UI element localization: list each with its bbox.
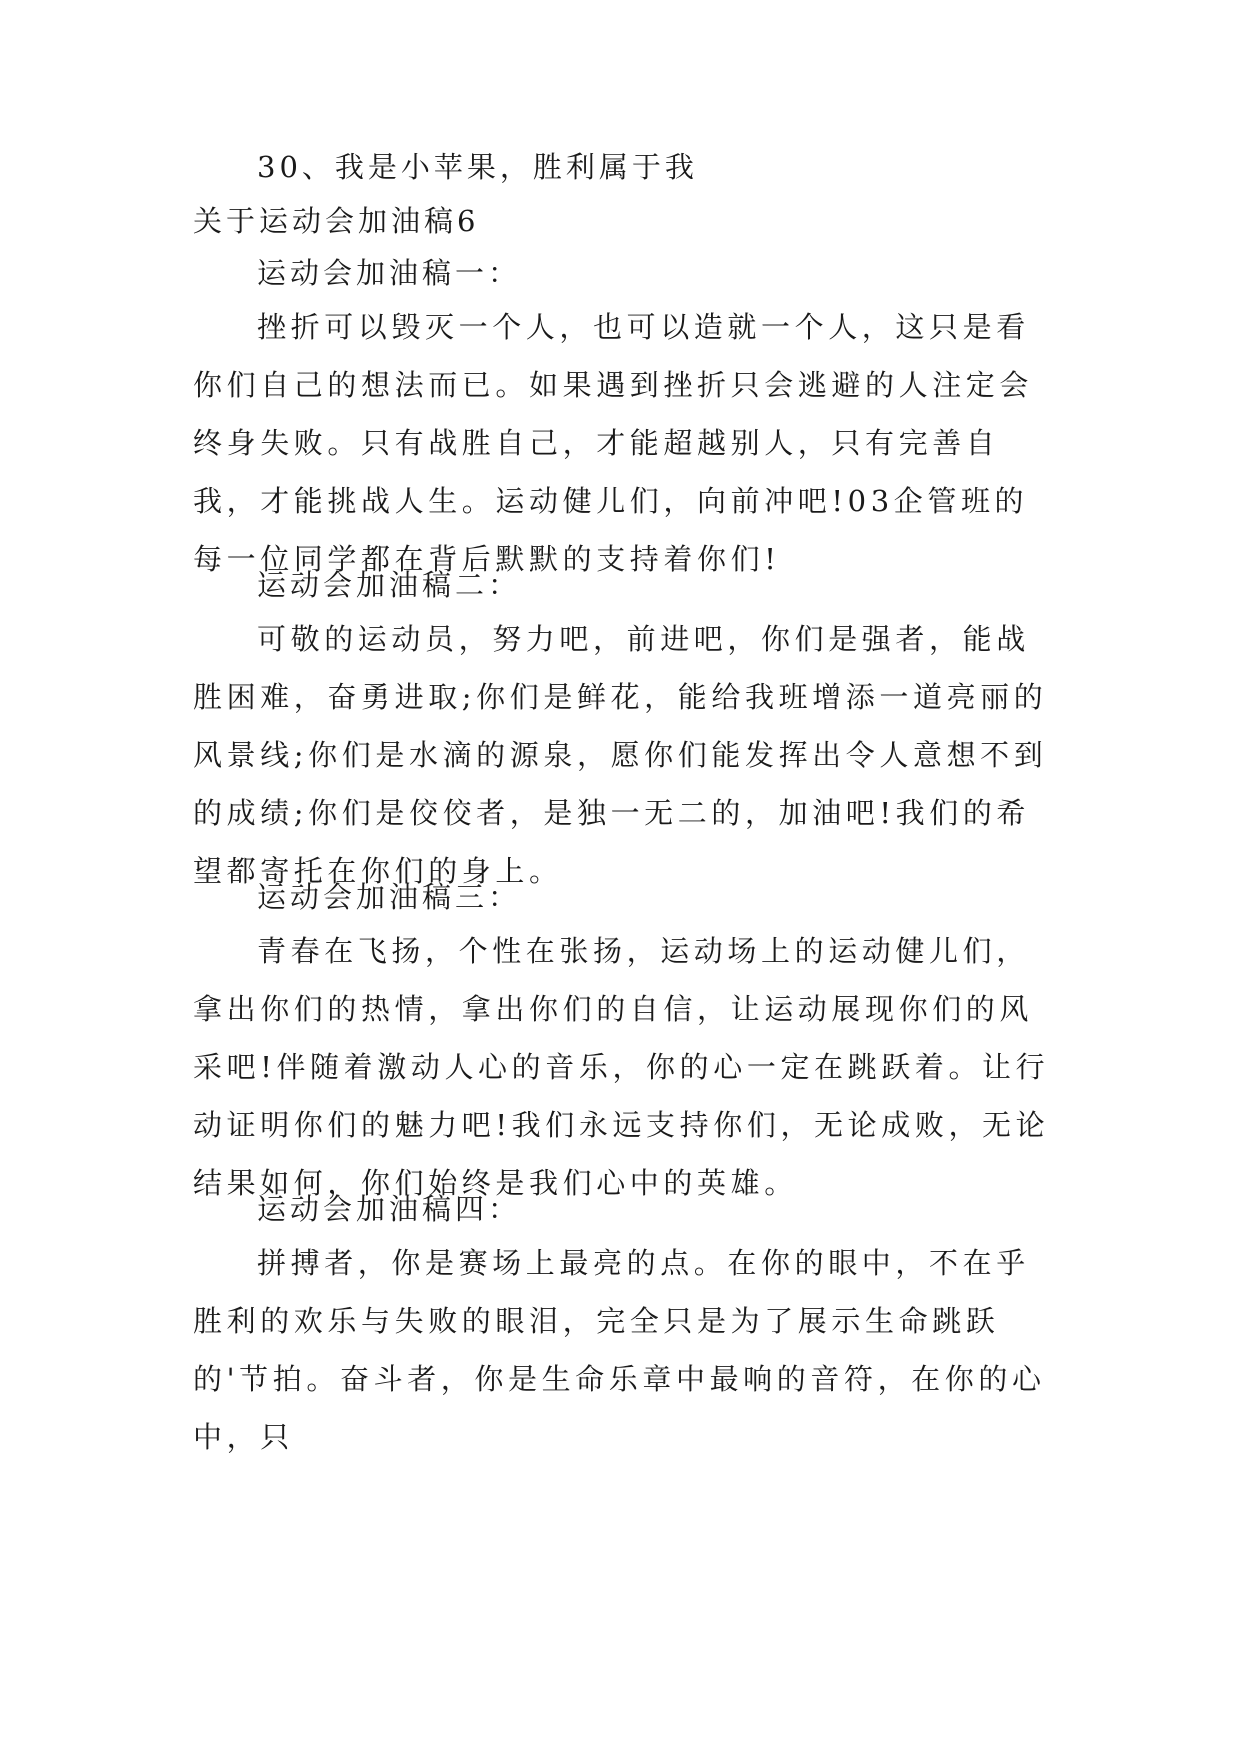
- draft4-body: 拼搏者，你是赛场上最亮的点。在你的眼中，不在乎胜利的欢乐与失败的眼泪，完全只是为了展示生命跳跃的'节拍。奋斗者，你是生命乐章中最响的音符，在你的心中，只: [193, 1246, 1046, 1454]
- draft1-body: 挫折可以毁灭一个人，也可以造就一个人，这只是看你们自己的想法而已。如果遇到挫折只会逃避的人注定会终身失败。只有战胜自己，才能超越别人，只有完善自我，才能挑战人生。运动健儿们，向前冲吧!03企管班的每一位同学都在背后默默的支持着你们!: [193, 310, 1034, 576]
- draft4-heading: 运动会加油稿四：: [257, 1192, 522, 1226]
- draft3-body: 青春在飞扬，个性在张扬，运动场上的运动健儿们，拿出你们的热情，拿出你们的自信，让运动展现你们的风采吧!伴随着激动人心的音乐，你的心一定在跳跃着。让行动证明你们的魅力吧!我们永远支持你们，无论成败，无论结果如何，你们始终是我们心中的英雄。: [193, 934, 1050, 1200]
- draft1-heading: 运动会加油稿一：: [257, 256, 522, 290]
- section-title: 关于运动会加油稿6: [193, 204, 480, 238]
- draft2-heading: 运动会加油稿二：: [257, 568, 522, 602]
- draft3-heading: 运动会加油稿三：: [257, 880, 522, 914]
- draft2-body: 可敬的运动员，努力吧，前进吧，你们是强者，能战胜困难，奋勇进取;你们是鲜花，能给我班增添一道亮丽的风景线;你们是水滴的源泉，愿你们能发挥出令人意想不到的成绩;你们是佼佼者，是独一无二的，加油吧!我们的希望都寄托在你们的身上。: [193, 622, 1048, 888]
- list-item-30: 30、我是小苹果，胜利属于我: [257, 150, 698, 184]
